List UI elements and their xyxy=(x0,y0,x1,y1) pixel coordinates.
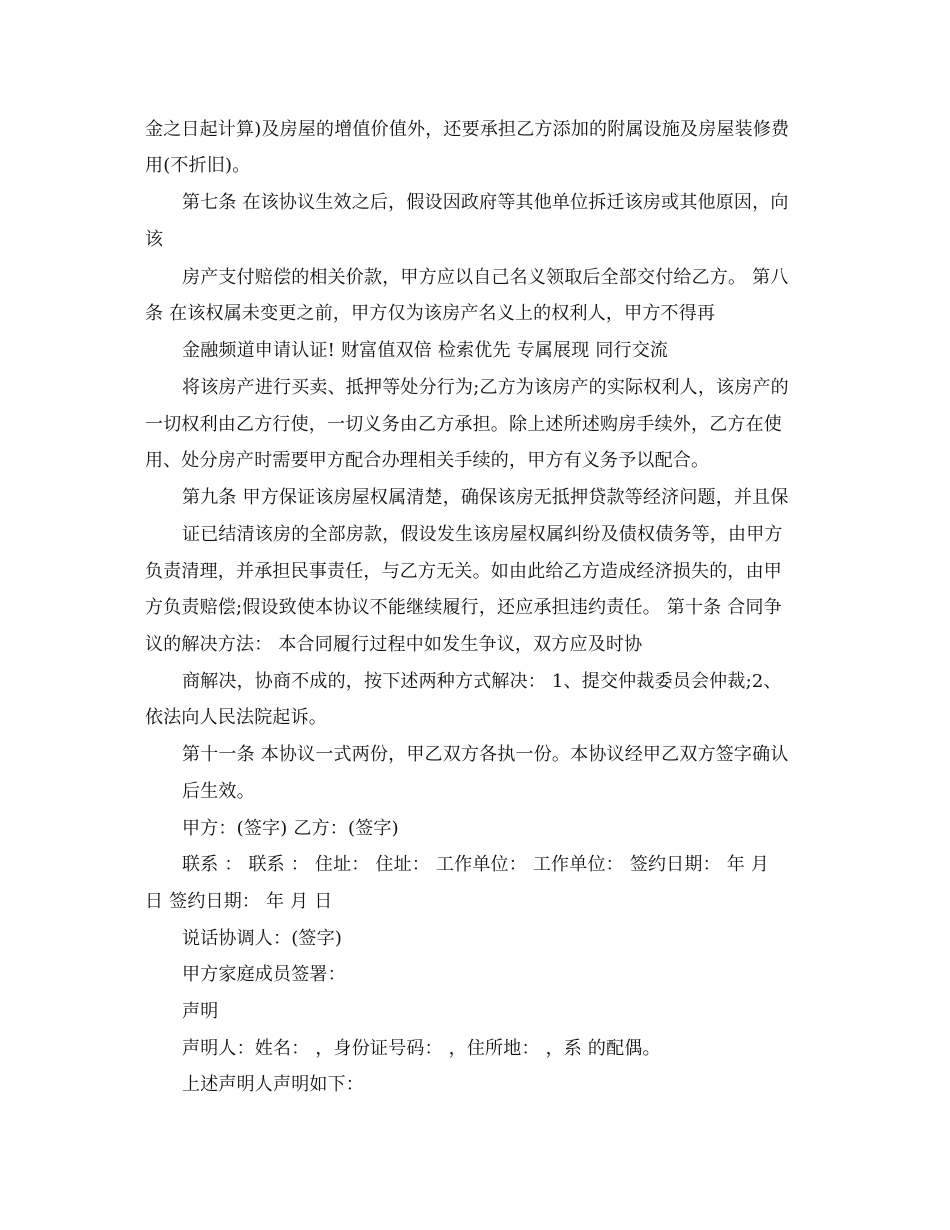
text-line: 一切权利由乙方行使，一切义务由乙方承担。除上述所述购房手续外，乙方在使 xyxy=(145,414,782,435)
text-line: 房产支付赔偿的相关价款，甲方应以自己名义领取后全部交付给乙方。 第八 xyxy=(182,267,789,288)
text-line: 将该房产进行买卖、抵押等处分行为;乙方为该房产的实际权利人，该房产的 xyxy=(182,377,789,398)
text-line: 依法向人民法院起诉。 xyxy=(145,707,327,728)
text-line: 负责清理，并承担民事责任，与乙方无关。如由此给乙方造成经济损失的，由甲 xyxy=(145,561,782,582)
text-line: 后生效。 xyxy=(182,781,255,802)
signature-line: 甲方：(签字) 乙方：(签字) xyxy=(182,818,399,839)
text-line: 议的解决方法： 本合同履行过程中如发生争议，双方应及时协 xyxy=(145,634,643,655)
declaration-intro-line: 上述声明人声明如下： xyxy=(182,1074,364,1095)
text-line: 条 在该权属未变更之前，甲方仅为该房产名义上的权利人，甲方不得再 xyxy=(145,303,716,324)
text-line: 商解决，协商不成的，按下述两种方式解决： 1、提交仲裁委员会仲裁;2、 xyxy=(182,671,782,692)
declarant-line: 声明人：姓名： ，身份证号码： ，住所地： ，系 的配偶。 xyxy=(182,1038,661,1059)
date-line: 日 签约日期： 年 月 日 xyxy=(145,891,333,912)
contact-line: 联系 ： 联系 ： 住址： 住址： 工作单位： 工作单位： 签约日期： 年 月 xyxy=(182,854,770,875)
article-9-line: 第九条 甲方保证该房屋权属清楚，确保该房无抵押贷款等经济问题，并且保 xyxy=(182,487,789,508)
text-line: 用、处分房产时需要甲方配合办理相关手续的，甲方有义务予以配合。 xyxy=(145,450,710,471)
family-signature-line: 甲方家庭成员签署： xyxy=(182,964,346,985)
mediator-line: 说话协调人：(签字) xyxy=(182,928,343,949)
text-line: 金之日起计算)及房屋的增值价值外，还要承担乙方添加的附属设施及房屋装修费 xyxy=(145,119,790,140)
text-line: 该 xyxy=(145,229,164,250)
text-line: 用(不折旧)。 xyxy=(145,155,251,176)
article-11-line: 第十一条 本协议一式两份，甲乙双方各执一份。本协议经甲乙双方签字确认 xyxy=(182,744,789,765)
declaration-heading: 声明 xyxy=(182,1001,219,1022)
text-line: 证已结清该房的全部房款，假设发生该房屋权属纠纷及债权债务等，由甲方 xyxy=(182,524,783,545)
article-7-line: 第七条 在该协议生效之后，假设因政府等其他单位拆迁该房或其他原因，向 xyxy=(182,192,789,213)
text-line: 方负责赔偿;假设致使本协议不能继续履行，还应承担违约责任。 第十条 合同争 xyxy=(145,597,782,618)
promo-line: 金融频道申请认证! 财富值双倍 检索优先 专属展现 同行交流 xyxy=(182,340,669,361)
